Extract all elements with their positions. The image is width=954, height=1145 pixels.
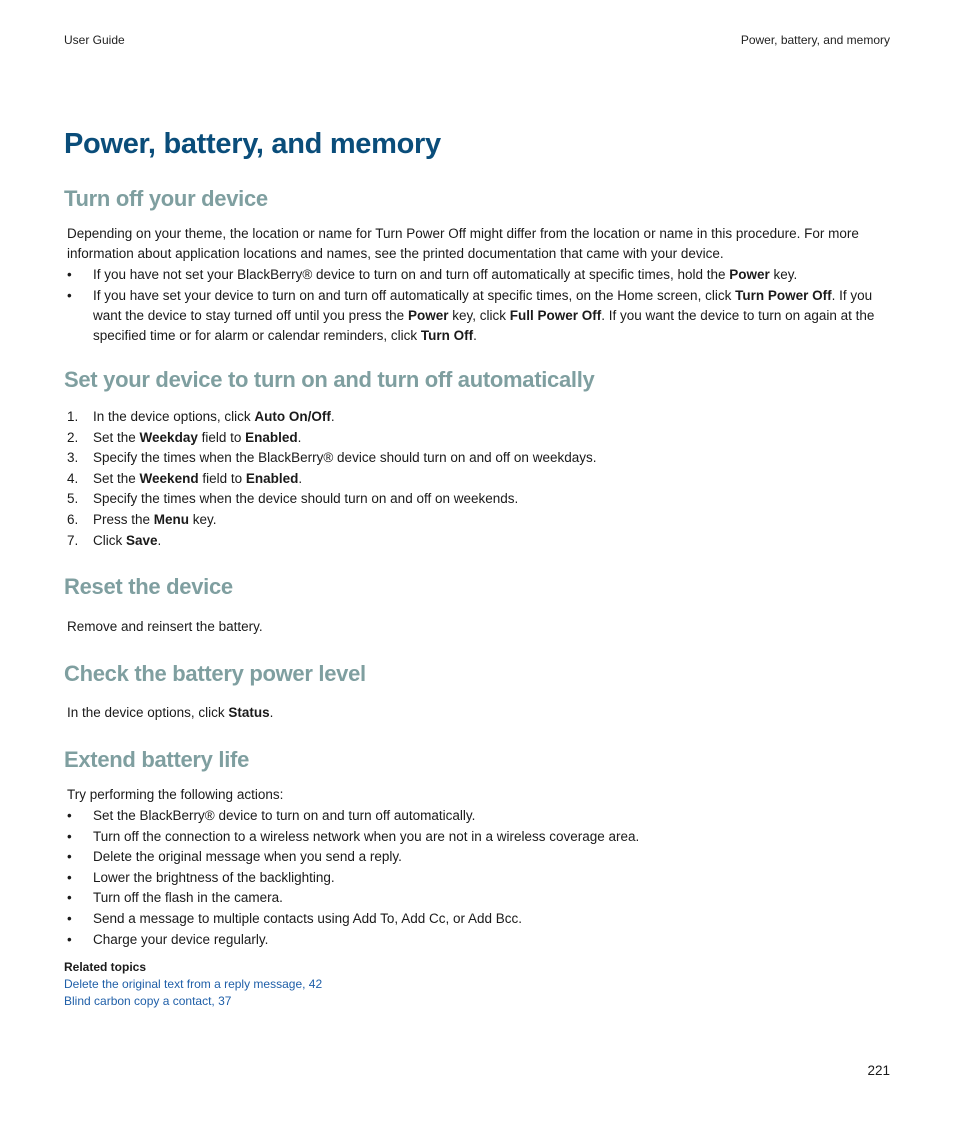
step-item [67, 428, 897, 448]
bold-term: Enabled [245, 429, 298, 445]
step-number: 5. [67, 491, 79, 507]
bullet-marker: • [67, 808, 72, 823]
extend-battery-intro: Try performing the following actions: [67, 787, 284, 802]
bold-term: Enabled [245, 470, 299, 486]
list-item [67, 286, 897, 346]
bold-term: Power [729, 267, 770, 282]
check-battery-text: In the device options, click Status. [67, 705, 274, 720]
heading-auto-on-off: Set your device to turn on and turn off automatically [64, 367, 595, 392]
list-item-text: Press the Menu key. [93, 511, 217, 527]
auto-on-off-steps [67, 407, 897, 551]
extend-battery-bullets [67, 806, 897, 950]
list-item [67, 930, 897, 950]
related-link-blind-carbon-copy[interactable]: Blind carbon copy a contact, 37 [64, 994, 232, 1008]
bullet-marker: • [67, 890, 72, 906]
step-item [67, 407, 897, 427]
list-item-text: If you have set your device to turn on and turn off automatically at specific times, on the Home screen, click Turn Power Off. If you want the device to stay turned off until you press the Power key, click Full Power Off. If you want the device to turn on again at the specified time or for alarm or calendar reminders, click Turn Off. [93, 287, 875, 343]
bold-term: Power [407, 307, 449, 323]
bullet-marker: • [67, 267, 72, 282]
list-item-text: Turn off the flash in the camera. [93, 890, 283, 906]
bold-term: Auto On/Off [254, 409, 331, 424]
page-number: 221 [867, 1063, 890, 1078]
list-item-text: Delete the original message when you send a reply. [93, 849, 402, 865]
bold-term: Menu [153, 511, 190, 527]
bullet-marker: • [67, 828, 72, 844]
bullet-marker: • [67, 931, 72, 947]
related-topics-title: Related topics [64, 960, 147, 974]
bold-term: Full Power Off [509, 307, 602, 323]
list-item [67, 265, 897, 285]
step-number: 3. [67, 450, 79, 466]
step-item [67, 469, 897, 489]
step-number: 6. [67, 511, 79, 527]
turn-off-intro: Depending on your theme, the location or name for Turn Power Off might differ from the location or name in this procedure. For more information about application locations and names, see the printed documentation that came with your device. [67, 226, 859, 261]
step-item [67, 489, 897, 509]
step-item [67, 531, 897, 551]
step-number: 2. [67, 429, 79, 445]
heading-extend-battery: Extend battery life [64, 747, 250, 772]
page-title: Power, battery, and memory [64, 128, 441, 160]
running-header-left: User Guide [64, 33, 125, 47]
list-item-text: If you have not set your BlackBerry® device to turn on and turn off automatically at specific times, hold the Power key. [93, 267, 798, 282]
list-item-text: Set the Weekend field to Enabled. [93, 470, 303, 486]
heading-reset: Reset the device [64, 574, 233, 599]
step-number: 4. [67, 470, 79, 486]
bullet-marker: • [67, 849, 72, 865]
list-item-text: Turn off the connection to a wireless network when you are not in a wireless coverage area. [93, 828, 640, 844]
heading-check-battery: Check the battery power level [64, 661, 366, 686]
list-item-text: Click Save. [93, 532, 162, 548]
bold-term: Turn Power Off [735, 287, 832, 303]
list-item [67, 827, 897, 847]
step-item [67, 510, 897, 530]
list-item-text: In the device options, click Auto On/Off. [93, 409, 335, 424]
list-item-text: Set the BlackBerry® device to turn on and turn off automatically. [93, 808, 476, 823]
bold-term: Status [228, 705, 270, 720]
related-link-delete-original-text[interactable]: Delete the original text from a reply message, 42 [64, 977, 323, 991]
list-item-text: Set the Weekday field to Enabled. [93, 429, 302, 445]
list-item [67, 888, 897, 908]
list-item-text: Send a message to multiple contacts using Add To, Add Cc, or Add Bcc. [93, 910, 523, 926]
bullet-marker: • [67, 869, 72, 885]
step-item [67, 448, 897, 468]
heading-turn-off: Turn off your device [64, 186, 268, 211]
reset-text: Remove and reinsert the battery. [67, 619, 263, 634]
list-item-text: Lower the brightness of the backlighting. [93, 869, 335, 885]
step-number: 1. [67, 409, 79, 424]
bold-term: Turn Off [420, 327, 474, 343]
bold-term: Save [126, 532, 158, 548]
bold-term: Weekday [139, 429, 198, 445]
list-item [67, 847, 897, 867]
step-number: 7. [67, 532, 79, 548]
list-item [67, 868, 897, 888]
bullet-marker: • [67, 287, 72, 303]
turn-off-bullets [67, 265, 897, 346]
list-item-text: Charge your device regularly. [93, 931, 269, 947]
list-item-text: Specify the times when the device should turn on and off on weekends. [93, 491, 519, 507]
bold-term: Weekend [139, 470, 199, 486]
list-item [67, 806, 897, 826]
running-header-right: Power, battery, and memory [740, 33, 890, 47]
bullet-marker: • [67, 910, 72, 926]
list-item-text: Specify the times when the BlackBerry® device should turn on and off on weekdays. [93, 450, 597, 466]
list-item [67, 909, 897, 929]
